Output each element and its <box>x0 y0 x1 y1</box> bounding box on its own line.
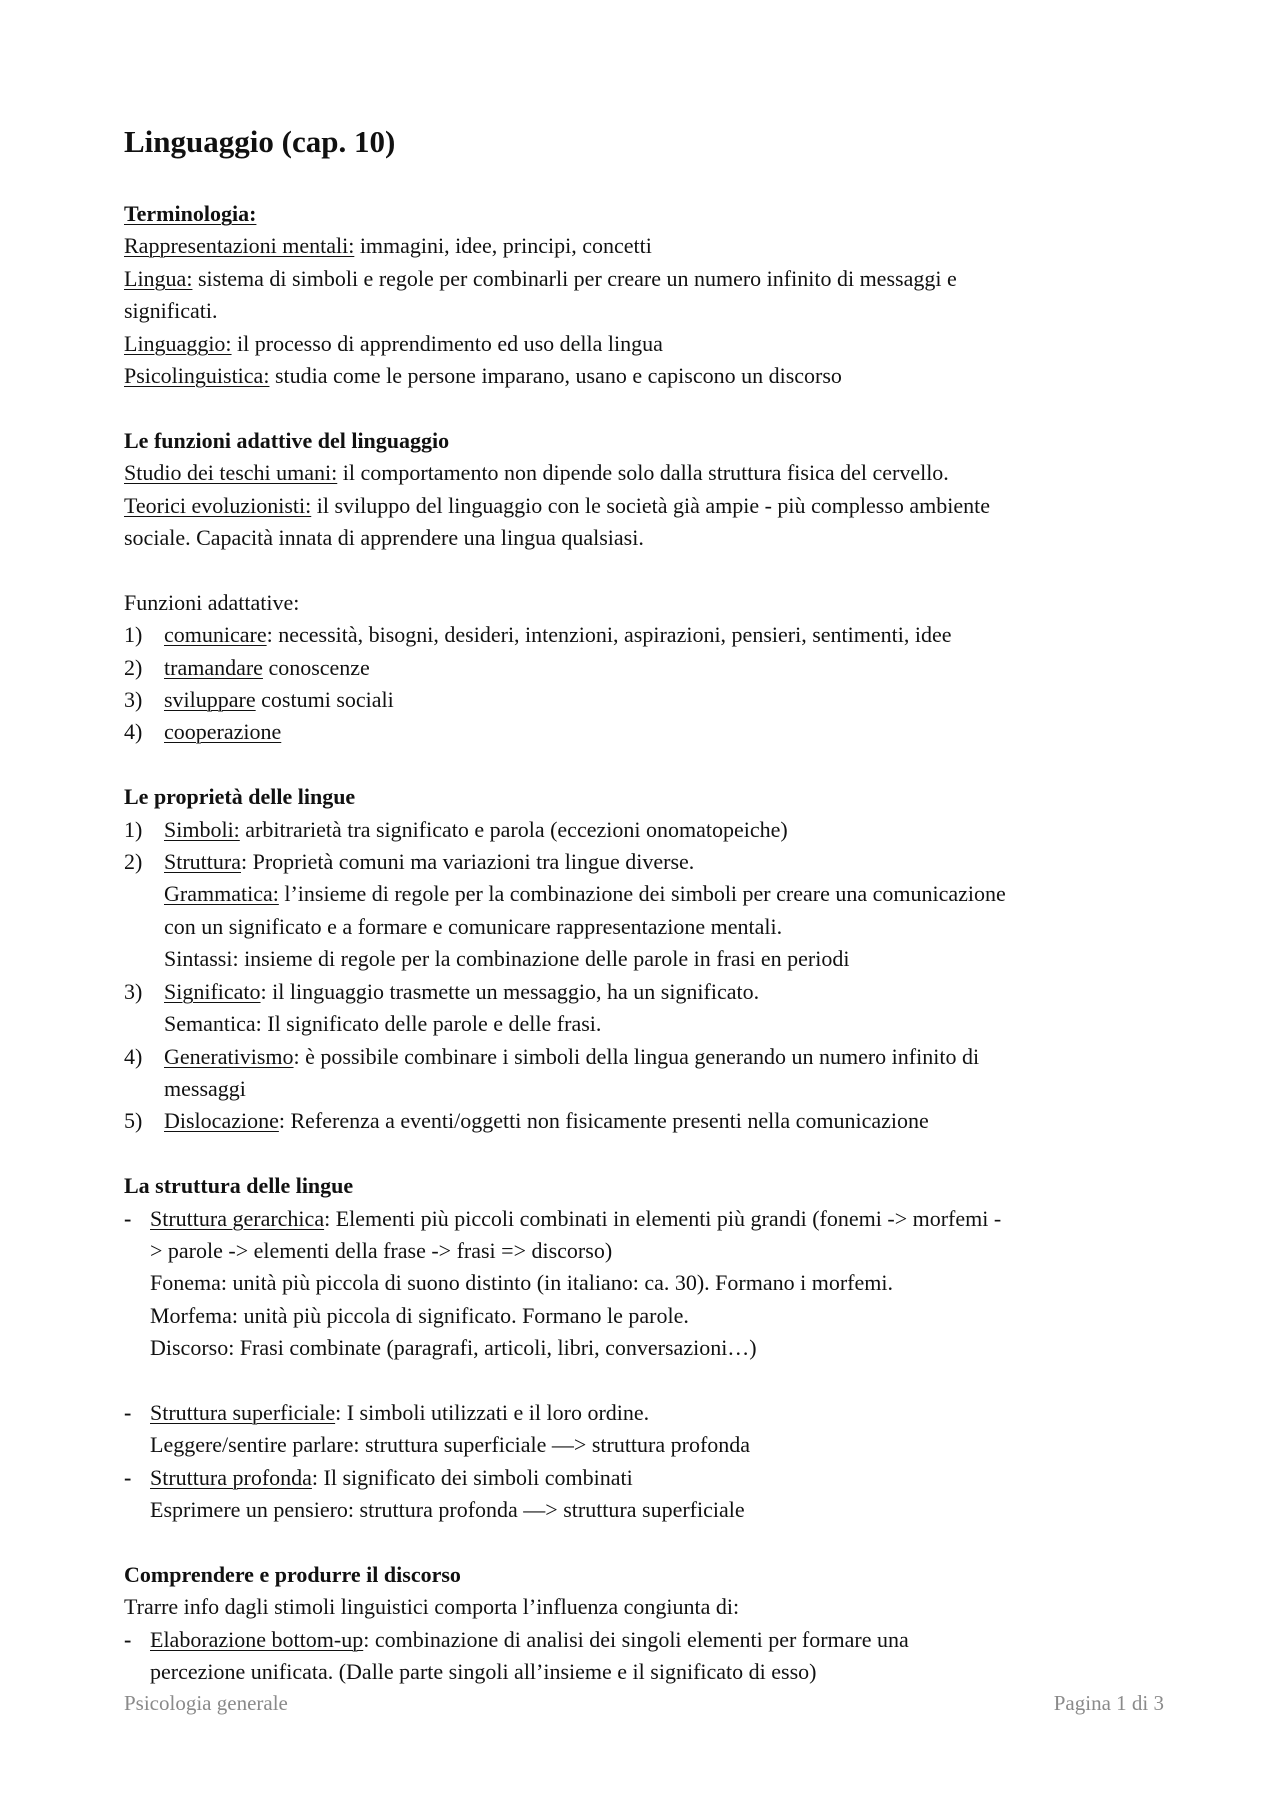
list-number: 3) <box>124 978 143 1004</box>
list-number: 2) <box>124 654 143 680</box>
term: Significato <box>164 978 261 1004</box>
bullet-continuation: > parole -> elementi della frase -> frasi => discorso) <box>150 1237 613 1263</box>
paragraph-line: Trarre info dagli stimoli linguistici comporta l’influenza congiunta di: <box>124 1594 740 1620</box>
list-text: : Proprietà comuni ma variazioni tra lingue diverse. <box>241 849 695 875</box>
paragraph-continuation: sociale. Capacità innata di apprendere una lingua qualsiasi. <box>124 525 644 551</box>
document-page <box>124 122 1164 1689</box>
spacer <box>124 1527 1164 1559</box>
term: Grammatica: <box>164 881 279 907</box>
list-number: 3) <box>124 687 143 713</box>
term: Struttura superficiale <box>150 1399 336 1425</box>
dash-bullet: - <box>124 1464 132 1490</box>
definition-line <box>124 360 1164 392</box>
sub-definition: Morfema: unità più piccola di significato. Formano le parole. <box>150 1302 689 1328</box>
term: Elaborazione bottom-up <box>150 1626 364 1652</box>
list-number: 1) <box>124 622 143 648</box>
term: cooperazione <box>164 719 282 745</box>
definition-text: immagini, idee, principi, concetti <box>354 233 652 259</box>
term: Linguaggio: <box>124 330 232 356</box>
list-text: : il linguaggio trasmette un messaggio, ha un significato. <box>260 978 760 1004</box>
sub-continuation: con un significato e a formare e comunicare rappresentazione mentali. <box>164 913 783 939</box>
footer-course-name: Psicologia generale <box>124 1691 288 1715</box>
bullet-text: : Il significato dei simboli combinati <box>311 1464 633 1490</box>
bullet-text: : combinazione di analisi dei singoli elementi per formare una <box>363 1626 909 1652</box>
definition-line <box>124 230 1164 262</box>
dash-bullet: - <box>124 1399 132 1425</box>
section-heading-funzioni: Le funzioni adattive del linguaggio <box>124 427 450 453</box>
list-number: 4) <box>124 719 143 745</box>
sub-definition: Esprimere un pensiero: struttura profonda —> struttura superficiale <box>150 1497 745 1523</box>
term: sviluppare <box>164 687 256 713</box>
definition-line <box>124 328 1164 360</box>
bullet-item <box>124 1462 1164 1494</box>
page-title: Linguaggio (cap. 10) <box>124 124 396 159</box>
list-item <box>124 619 1164 651</box>
term: Struttura gerarchica <box>150 1205 325 1231</box>
page-footer <box>124 1688 1164 1718</box>
definition-text: il processo di apprendimento ed uso della lingua <box>231 330 663 356</box>
definition-text: studia come le persone imparano, usano e capiscono un discorso <box>269 363 842 389</box>
sub-definition <box>124 878 1164 910</box>
sub-definition: Semantica: Il significato delle parole e delle frasi. <box>164 1011 602 1037</box>
paragraph-text: il comportamento non dipende solo dalla struttura fisica del cervello. <box>337 460 949 486</box>
list-number: 1) <box>124 816 143 842</box>
definition-line <box>124 263 1164 295</box>
term: Simboli: <box>164 816 240 842</box>
bullet-item <box>124 1397 1164 1429</box>
bullet-text: : I simboli utilizzati e il loro ordine. <box>335 1399 650 1425</box>
dash-bullet: - <box>124 1205 132 1231</box>
term: comunicare <box>164 622 267 648</box>
sub-definition: Fonema: unità più piccola di suono distinto (in italiano: ca. 30). Formano i morfemi. <box>150 1270 893 1296</box>
list-item <box>124 846 1164 878</box>
list-text: : è possibile combinare i simboli della lingua generando un numero infinito di <box>293 1043 980 1069</box>
term: tramandare <box>164 654 263 680</box>
paragraph-text: il sviluppo del linguaggio con le società già ampie - più complesso ambiente <box>311 492 991 518</box>
definition-continuation: significati. <box>124 298 218 324</box>
spacer <box>124 749 1164 781</box>
spacer <box>124 1365 1164 1397</box>
term: Psicolinguistica: <box>124 363 270 389</box>
sub-definition: Discorso: Frasi combinate (paragrafi, articoli, libri, conversazioni…) <box>150 1335 757 1361</box>
list-item <box>124 814 1164 846</box>
section-heading-terminologia: Terminologia: <box>124 201 257 226</box>
list-text: arbitrarietà tra significato e parola (eccezioni onomatopeiche) <box>239 816 788 842</box>
bullet-text: : Elementi più piccoli combinati in elementi più grandi (fonemi -> morfemi - <box>324 1205 1002 1231</box>
term: Struttura profonda <box>150 1464 312 1490</box>
list-item <box>124 684 1164 716</box>
dash-bullet: - <box>124 1626 132 1652</box>
list-text: : necessità, bisogni, desideri, intenzioni, aspirazioni, pensieri, sentimenti, idee <box>266 622 952 648</box>
list-number: 5) <box>124 1108 143 1134</box>
spacer <box>124 1138 1164 1170</box>
term: Generativismo <box>164 1043 294 1069</box>
section-heading-proprieta: Le proprietà delle lingue <box>124 784 356 810</box>
list-continuation: messaggi <box>164 1075 246 1101</box>
list-item <box>124 1105 1164 1137</box>
list-text: costumi sociali <box>255 687 394 713</box>
spacer <box>124 554 1164 586</box>
term: Rappresentazioni mentali: <box>124 233 355 259</box>
bullet-item <box>124 1203 1164 1235</box>
paragraph-line <box>124 490 1164 522</box>
bullet-continuation: percezione unificata. (Dalle parte singoli all’insieme e il significato di esso) <box>150 1659 817 1685</box>
list-number: 4) <box>124 1043 143 1069</box>
sub-definition: Sintassi: insieme di regole per la combinazione delle parole in frasi en periodi <box>164 946 850 972</box>
term: Dislocazione <box>164 1108 279 1134</box>
section-heading-comprendere: Comprendere e produrre il discorso <box>124 1561 461 1587</box>
bullet-item <box>124 1624 1164 1656</box>
paragraph-line <box>124 457 1164 489</box>
sub-text: l’insieme di regole per la combinazione dei simboli per creare una comunicazione <box>278 881 1006 907</box>
term: Teorici evoluzionisti: <box>124 492 312 518</box>
list-item <box>124 716 1164 748</box>
list-item <box>124 1041 1164 1073</box>
term: Studio dei teschi umani: <box>124 460 338 486</box>
sub-definition: Leggere/sentire parlare: struttura superficiale —> struttura profonda <box>150 1432 751 1458</box>
term: Lingua: <box>124 265 193 291</box>
list-item <box>124 976 1164 1008</box>
list-intro: Funzioni adattative: <box>124 589 300 615</box>
section-heading-struttura: La struttura delle lingue <box>124 1173 354 1199</box>
list-item <box>124 652 1164 684</box>
list-number: 2) <box>124 849 143 875</box>
list-text: conoscenze <box>262 654 370 680</box>
term: Struttura <box>164 849 241 875</box>
spacer <box>124 392 1164 424</box>
list-text: : Referenza a eventi/oggetti non fisicamente presenti nella comunicazione <box>278 1108 929 1134</box>
footer-page-number: Pagina 1 di 3 <box>1053 1691 1164 1715</box>
definition-text: sistema di simboli e regole per combinarli per creare un numero infinito di messaggi e <box>192 265 957 291</box>
